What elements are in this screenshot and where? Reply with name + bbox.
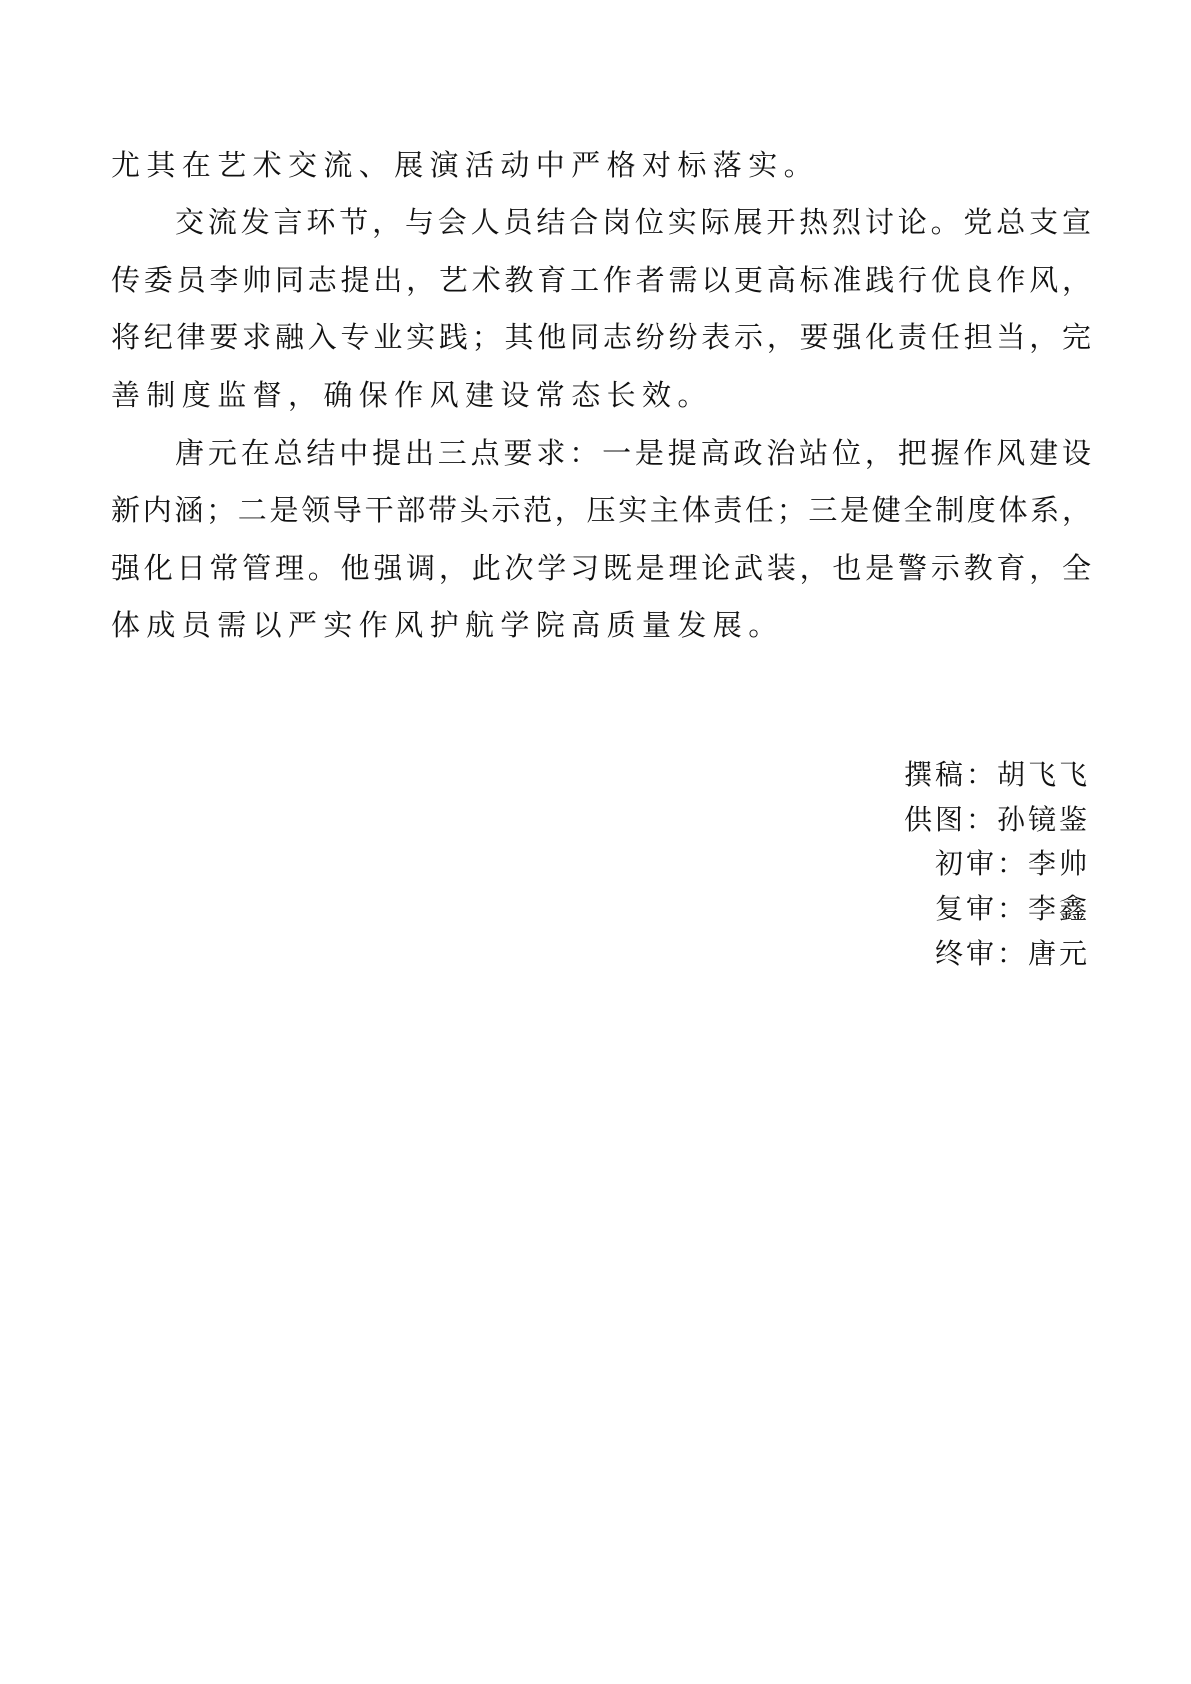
paragraph-line: 将纪律要求融入专业实践；其他同志纷纷表示，要强化责任担当，完	[111, 320, 1091, 354]
paragraph-line: 体成员需以严实作风护航学院高质量发展。	[111, 608, 784, 642]
credit-photo: 供图：孙镜鉴	[903, 803, 1090, 836]
credit-first-review: 初审：李帅	[934, 847, 1090, 880]
paragraph-line: 尤其在艺术交流、展演活动中严格对标落实。	[111, 148, 820, 182]
credit-final-review: 终审：唐元	[934, 937, 1090, 970]
paragraph-line: 强化日常管理。他强调，此次学习既是理论武装，也是警示教育，全	[111, 551, 1091, 585]
paragraph-line: 新内涵；二是领导干部带头示范，压实主体责任；三是健全制度体系，	[111, 493, 1091, 527]
paragraph-line: 善制度监督，确保作风建设常态长效。	[111, 378, 713, 412]
paragraph-line: 交流发言环节，与会人员结合岗位实际展开热烈讨论。党总支宣	[175, 205, 1091, 239]
credit-writer: 撰稿：胡飞飞	[903, 758, 1090, 791]
paragraph-line: 唐元在总结中提出三点要求：一是提高政治站位，把握作风建设	[175, 436, 1091, 470]
paragraph-line: 传委员李帅同志提出，艺术教育工作者需以更高标准践行优良作风，	[111, 263, 1091, 297]
credit-second-review: 复审：李鑫	[934, 892, 1090, 925]
